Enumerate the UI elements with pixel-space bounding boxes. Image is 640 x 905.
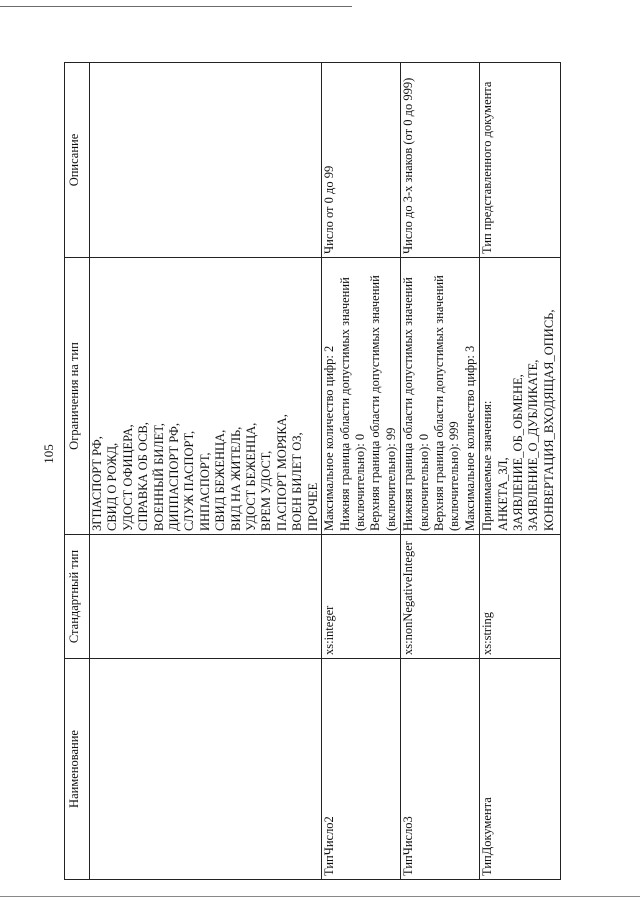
restriction-line: ВОЕН БИЛЕТ ОЗ, — [290, 432, 305, 531]
table-row — [322, 63, 401, 880]
rotated-table-container — [64, 60, 556, 880]
restriction-line: Верхняя граница области допустимых значений — [431, 275, 446, 531]
restriction-line: УДОСТ БЕЖЕНЦА, — [244, 422, 259, 531]
page-number: 105 — [41, 444, 56, 464]
restriction-line: СВИД О РОЖД, — [105, 442, 120, 531]
restriction-line: (включительно): 99 — [383, 427, 398, 531]
description-text: Число до 3-х знаков (от 0 до 999) — [401, 77, 416, 254]
table-row — [480, 63, 561, 880]
table-row — [90, 63, 322, 880]
cell-restrictions — [401, 258, 480, 535]
cell-standard-type — [90, 535, 322, 659]
restriction-line: СВИД БЕЖЕНЦА, — [213, 429, 228, 531]
restriction-line: (включительно): 0 — [352, 433, 367, 531]
restriction-line: ДИППАСПОРТ РФ, — [167, 422, 182, 531]
cell-restrictions — [480, 258, 561, 535]
cell-description — [322, 63, 401, 258]
cell-name — [90, 659, 322, 880]
restriction-line: УДОСТ ОФИЦЕРА, — [120, 424, 135, 531]
scan-top-edge-line — [0, 6, 352, 7]
cell-standard-type: xs:integer — [322, 535, 401, 659]
restriction-line: ПРОЧЕЕ — [305, 482, 320, 531]
restriction-line: СЛУЖ ПАСПОРТ, — [182, 430, 197, 531]
restriction-line: Нижняя граница области допустимых значений — [401, 277, 416, 531]
cell-restrictions — [322, 258, 401, 535]
table-row — [401, 63, 480, 880]
cell-description — [480, 63, 561, 258]
restriction-line: АНКЕТА_ЗЛ, — [495, 457, 510, 531]
restriction-line: СПРАВКА ОБ ОСВ, — [136, 422, 151, 531]
restriction-line: Максимальное количество цифр: 3 — [462, 345, 477, 531]
restriction-line: (включительно): 999 — [447, 421, 462, 531]
restriction-line: (включительно): 0 — [416, 433, 431, 531]
cell-description — [90, 63, 322, 258]
cell-standard-type: xs:string — [480, 535, 561, 659]
description-text: Тип представленного документа — [480, 81, 495, 254]
restriction-line: Максимальное количество цифр: 2 — [322, 345, 337, 531]
table-header-row — [65, 63, 90, 880]
cell-name: ТипЧисло2 — [322, 659, 401, 880]
header-name: Наименование — [65, 659, 90, 880]
restriction-line: ЗАЯВЛЕНИЕ_ОБ_ОБМЕНЕ, — [510, 374, 525, 531]
cell-standard-type: xs:nonNegativeInteger — [401, 535, 480, 659]
restriction-line: ВОЕННЫЙ БИЛЕТ, — [151, 423, 166, 531]
cell-name: ТипЧисло3 — [401, 659, 480, 880]
restriction-line: ВРЕМ УДОСТ, — [259, 450, 274, 531]
cell-restrictions — [90, 258, 322, 535]
restriction-line: ПАСПОРТ МОРЯКА, — [274, 414, 289, 531]
scan-bottom-edge-line — [0, 896, 640, 897]
header-standard-type: Стандартный тип — [65, 535, 90, 659]
header-restrictions: Ограничения на тип — [65, 258, 90, 535]
cell-name: ТипДокумента — [480, 659, 561, 880]
restriction-line: ВИД НА ЖИТЕЛЬ, — [228, 426, 243, 531]
description-text: Число от 0 до 99 — [322, 165, 337, 254]
restriction-line: Нижняя граница области допустимых значений — [337, 277, 352, 531]
header-description: Описание — [65, 63, 90, 258]
cell-description — [401, 63, 480, 258]
restriction-line: КОНВЕРТАЦИЯ_ВХОДЯЩАЯ_ОПИСЬ, — [541, 309, 556, 531]
restriction-line: Принимаемые значения: — [480, 400, 495, 531]
restriction-line: ИНПАСПОРТ, — [197, 452, 212, 531]
restriction-line: ЗАЯВЛЕНИЕ_О_ДУБЛИКАТЕ, — [526, 359, 541, 531]
type-specification-table — [64, 62, 561, 880]
restriction-line: ЗГПАСПОРТ РФ, — [90, 436, 104, 531]
restriction-line: Верхняя граница области допустимых значений — [368, 275, 383, 531]
